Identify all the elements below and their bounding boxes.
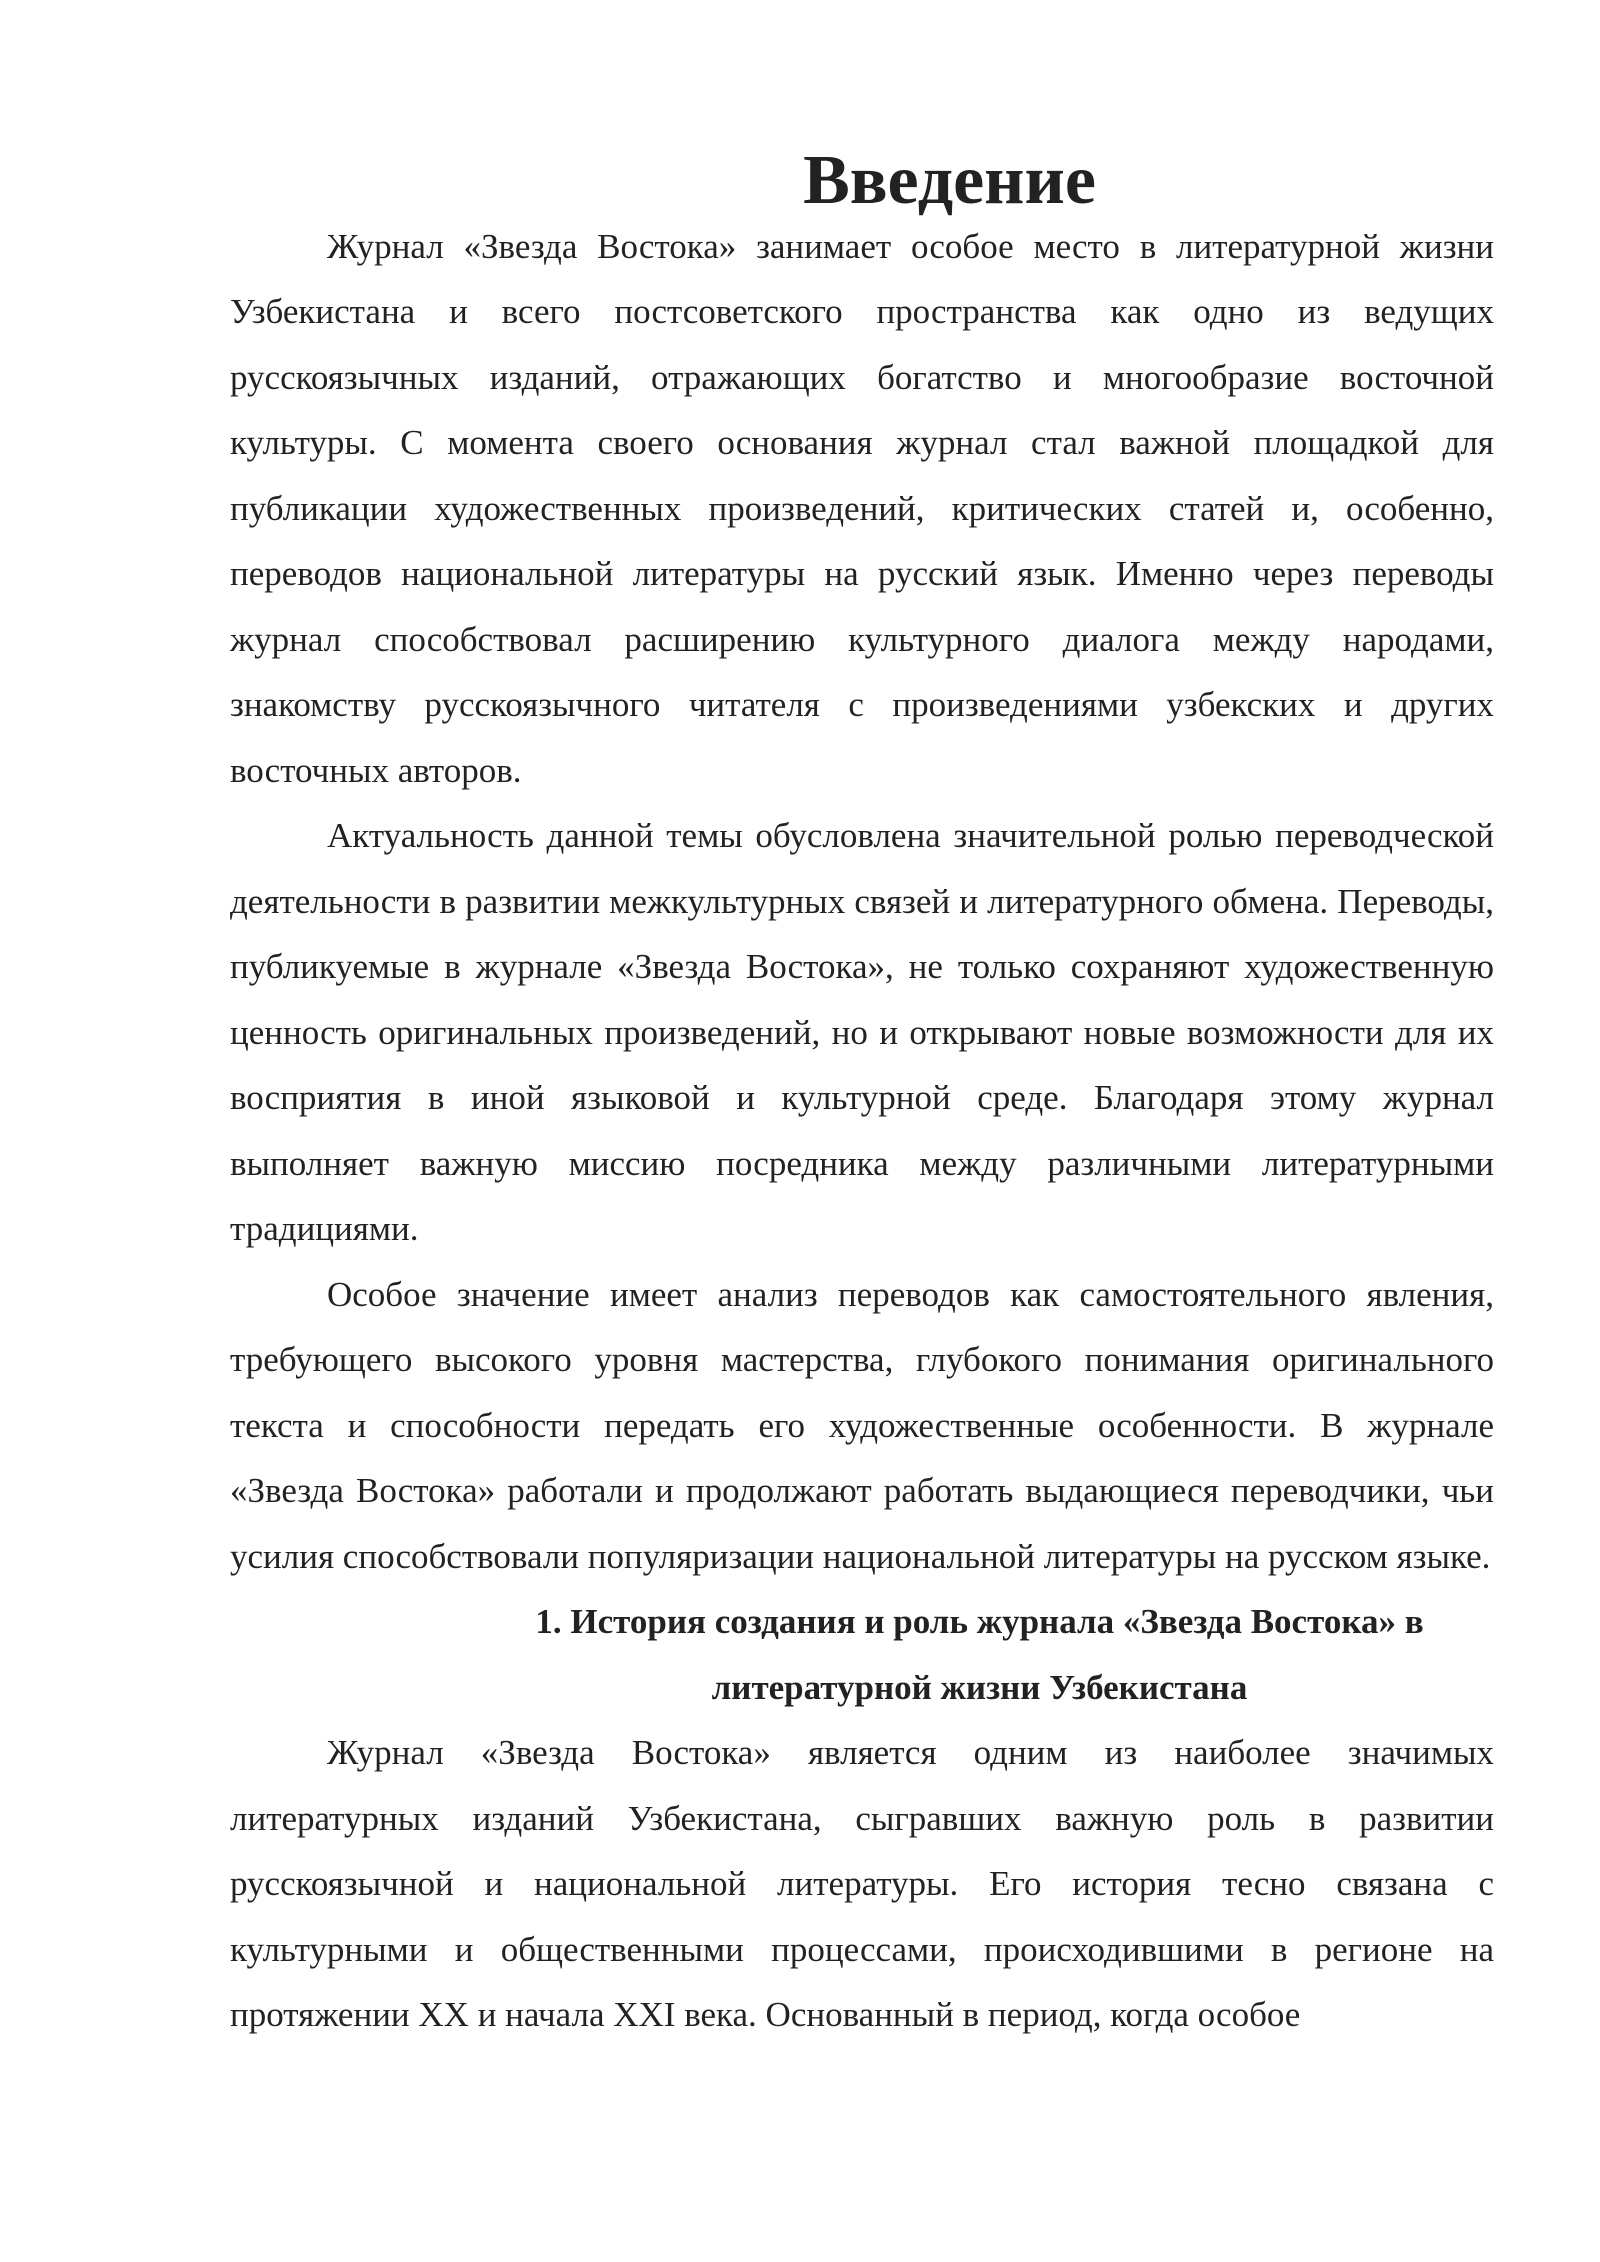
intro-paragraph-2: Актуальность данной темы обусловлена значительной ролью переводческой деятельности в развитии межкультурных связей и литературного обмена. Переводы, публикуемые в журнале «Звезда Востока», не только сохраняют художественную ценность оригинальных произведений, но и открывают новые возможности для их восприятия в иной языковой и культурной среде. Благодаря этому журнал выполняет важную миссию посредника между различными литературными традициями.	[230, 816, 1494, 1248]
intro-paragraph-1: Журнал «Звезда Востока» занимает особое место в литературной жизни Узбекистана и всего постсоветского пространства как одно из ведущих русскоязычных изданий, отражающих богатство и многообразие восточной культуры. С момента своего основания журнал стал важной площадкой для публикации художественных произведений, критических статей и, особенно, переводов национальной литературы на русский язык. Именно через переводы журнал способствовал расширению культурного диалога между народами, знакомству русскоязычного читателя с произведениями узбекских и других восточных авторов.	[230, 226, 1494, 790]
section-1-heading-line-1: 1. История создания и роль журнала «Звезда Востока» в	[535, 1602, 1424, 1641]
section-1-heading-line-2: литературной жизни Узбекистана	[711, 1667, 1248, 1707]
intro-paragraph-3: Особое значение имеет анализ переводов как самостоятельного явления, требующего высокого уровня мастерства, глубокого понимания оригинального текста и способности передать его художественные особенности. В журнале «Звезда Востока» работали и продолжают работать выдающиеся переводчики, чьи усилия способствовали популяризации национальной литературы на русском языке.	[230, 1274, 1494, 1576]
section-1-heading	[230, 1589, 1494, 1720]
intro-heading: Введение	[803, 142, 1096, 219]
section-1-paragraph-1: Журнал «Звезда Востока» является одним из наиболее значимых литературных изданий Узбекистана, сыгравших важную роль в развитии русскоязычной и национальной литературы. Его история тесно связана с культурными и общественными процессами, происходившими в регионе на протяжении XX и начала XXI века. Основанный в период, когда особое	[230, 1733, 1494, 2034]
document-page	[230, 142, 1494, 2228]
